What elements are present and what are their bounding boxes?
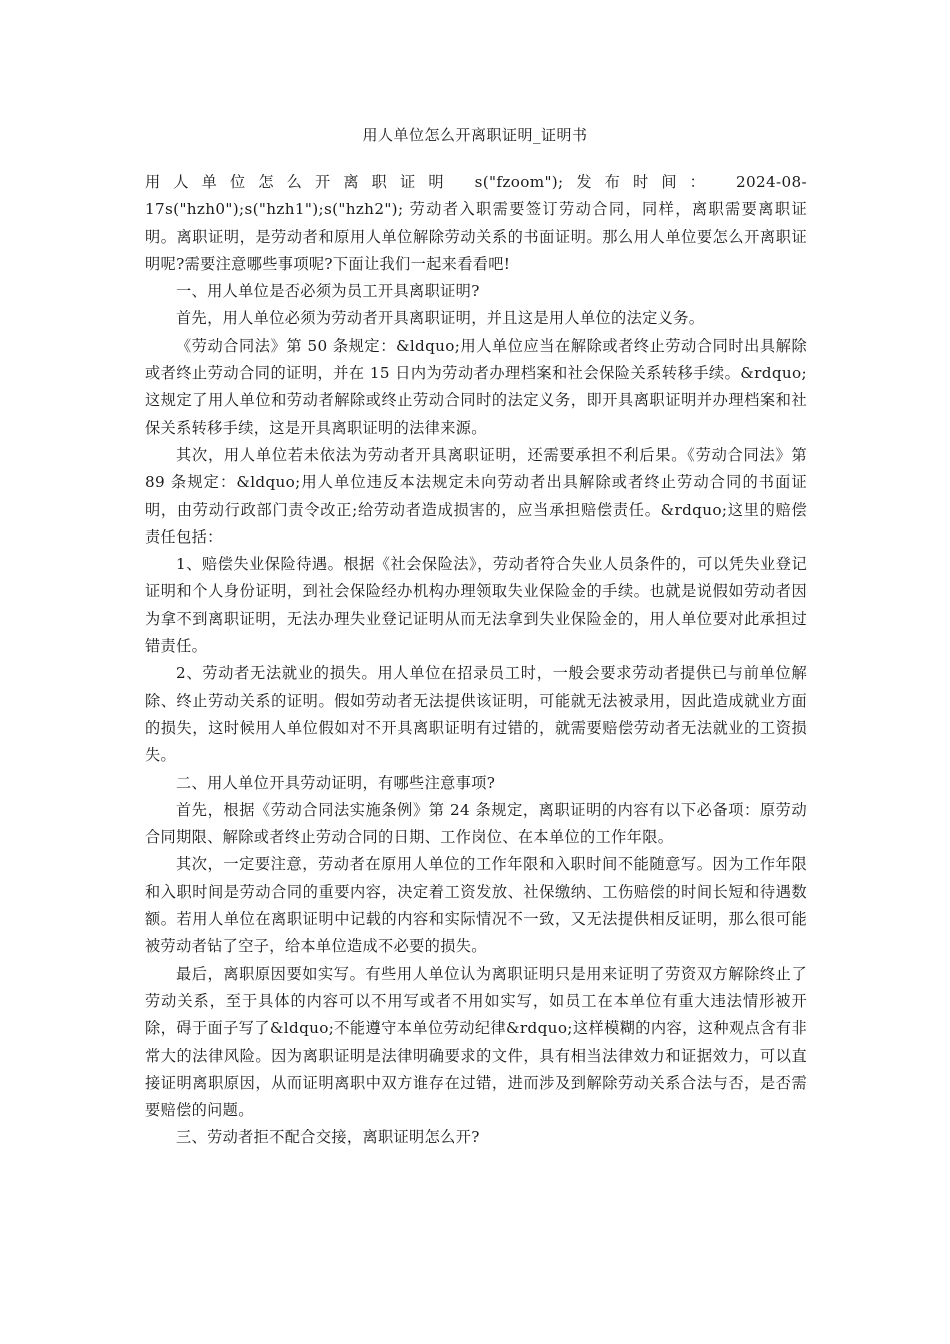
paragraph-intro: 用人单位怎么开离职证明 s("fzoom");发布时间： 2024-08-17s("hzh0");s("hzh1");s("hzh2"); 劳动者入职需要签订劳动合同，同样，离职需要离职证明。离职证明，是劳动者和原用人单位解除劳动关系的书面证明。那么用人单位要怎么开离职证明呢?需要注意哪些事项呢?下面让我们一起来看看吧! (145, 173, 807, 273)
heading-section-3: 三、劳动者拒不配合交接，离职证明怎么开? (176, 1128, 480, 1147)
list-item: 1、赔偿失业保险待遇。根据《社会保险法》，劳动者符合失业人员条件的，可以凭失业登记证明和个人身份证明，到社会保险经办机构办理领取失业保险金的手续。也就是说假如劳动者因为拿不到离职证明，无法办理失业登记证明从而无法拿到失业保险金的，用人单位要对此承担过错责任。 (145, 555, 807, 656)
heading-section-1: 一、用人单位是否必须为员工开具离职证明? (176, 282, 480, 301)
paragraph: 最后，离职原因要如实写。有些用人单位认为离职证明只是用来证明了劳资双方解除终止了劳动关系，至于具体的内容可以不用写或者不用如实写，如员工在本单位有重大违法情形被开除，碍于面子写了&ldquo;不能遵守本单位劳动纪律&rdquo;这样模糊的内容，这种观点含有非常大的法律风险。因为离职证明是法律明确要求的文件，具有相当法律效力和证据效力，可以直接证明离职原因，从而证明离职中双方谁存在过错，进而涉及到解除劳动关系合法与否，是否需要赔偿的问题。 (145, 964, 807, 1120)
document-title: 用人单位怎么开离职证明_证明书 (362, 126, 588, 144)
paragraph: 其次，一定要注意，劳动者在原用人单位的工作年限和入职时间不能随意写。因为工作年限和入职时间是劳动合同的重要内容，决定着工资发放、社保缴纳、工伤赔偿的时间长短和待遇数额。若用人单位在离职证明中记载的内容和实际情况不一致，又无法提供相反证明，那么很可能被劳动者钻了空子，给本单位造成不必要的损失。 (145, 855, 807, 956)
paragraph: 《劳动合同法》第 50 条规定：&ldquo;用人单位应当在解除或者终止劳动合同时出具解除或者终止劳动合同的证明，并在 15 日内为劳动者办理档案和社会保险关系转移手续。&rdquo;这规定了用人单位和劳动者解除或终止劳动合同时的法定义务，即开具离职证明并办理档案和社保关系转移手续，这是开具离职证明的法律来源。 (145, 336, 807, 437)
paragraph: 其次，用人单位若未依法为劳动者开具离职证明，还需要承担不利后果。《劳动合同法》第 89 条规定：&ldquo;用人单位违反本法规定未向劳动者出具解除或者终止劳动合同的书面证明，由劳动行政部门责令改正;给劳动者造成损害的，应当承担赔偿责任。&rdquo;这里的赔偿责任包括： (145, 445, 807, 546)
document-body (145, 169, 807, 1152)
heading-section-2: 二、用人单位开具劳动证明，有哪些注意事项? (176, 773, 496, 792)
list-item: 2、劳动者无法就业的损失。用人单位在招录员工时，一般会要求劳动者提供已与前单位解除、终止劳动关系的证明。假如劳动者无法提供该证明，可能就无法被录用，因此造成就业方面的损失，这时候用人单位假如对不开具离职证明有过错的，就需要赔偿劳动者无法就业的工资损失。 (145, 664, 807, 765)
paragraph: 首先，用人单位必须为劳动者开具离职证明，并且这是用人单位的法定义务。 (176, 309, 705, 328)
paragraph: 首先，根据《劳动合同法实施条例》第 24 条规定，离职证明的内容有以下必备项：原劳动合同期限、解除或者终止劳动合同的日期、工作岗位、在本单位的工作年限。 (145, 800, 807, 847)
